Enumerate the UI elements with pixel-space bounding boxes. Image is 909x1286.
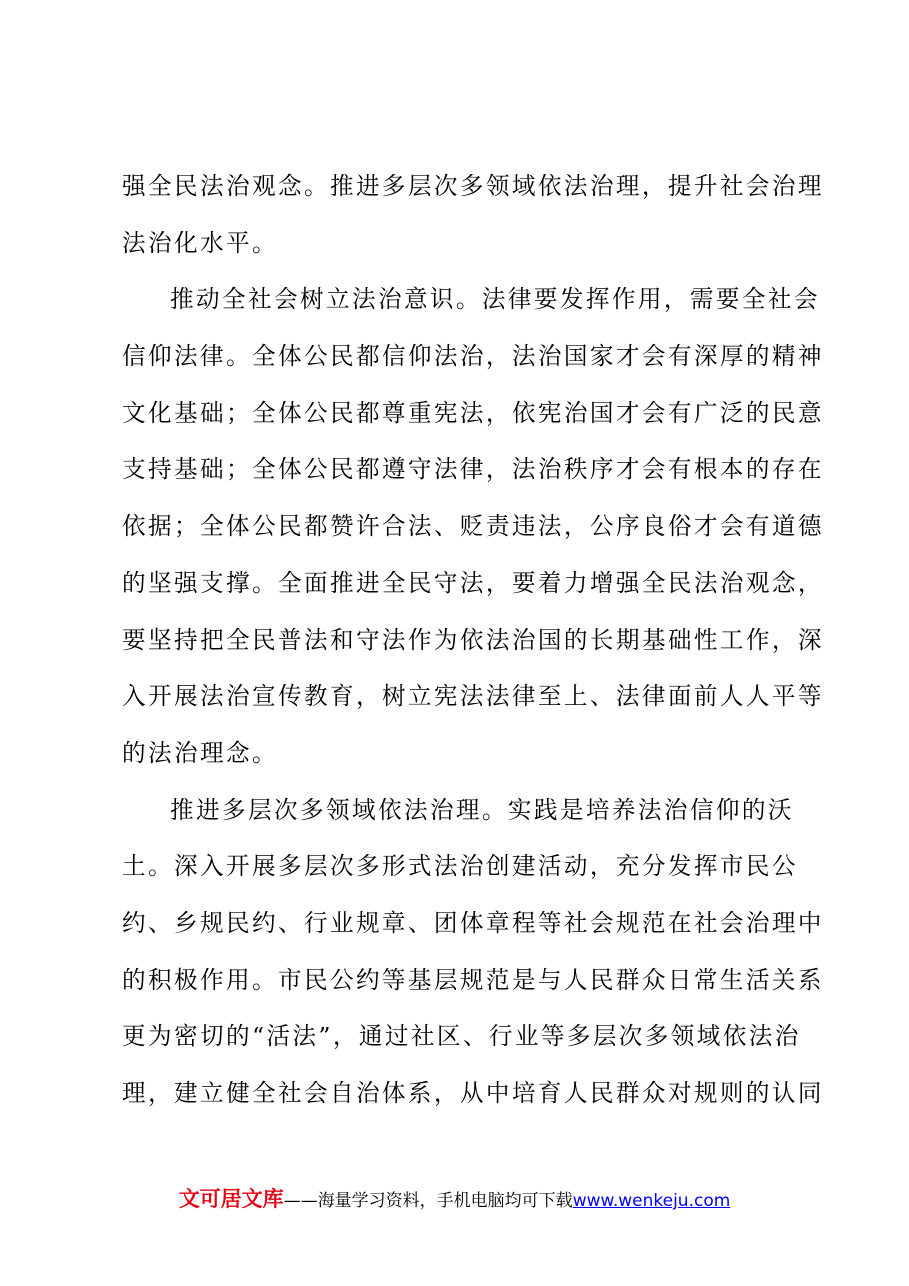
footer-tagline: ——海量学习资料，手机电脑均可下载 [283,1191,573,1211]
text-line: 法治化水平。 [122,228,278,257]
text-line: 信仰法律。全体公民都信仰法治，法治国家才会有深厚的精神 [122,342,824,371]
text-line: 文化基础；全体公民都尊重宪法，依宪治国才会有广泛的民意 [122,398,824,427]
text-line: 的法治理念。 [122,738,278,767]
text-line: 的积极作用。市民公约等基层规范是与人民群众日常生活关系 [122,965,824,994]
document-body [122,163,824,1127]
text-line: 推动全社会树立法治意识。法律要发挥作用，需要全社会 [170,285,820,314]
text-line: 更为密切的“活法”，通过社区、行业等多层次多领域依法治 [122,1022,801,1051]
page-footer [0,1183,909,1213]
text-line: 约、乡规民约、行业规章、团体章程等社会规范在社会治理中 [122,908,824,937]
text-line: 支持基础；全体公民都遵守法律，法治秩序才会有根本的存在 [122,455,824,484]
text-line: 推进多层次多领域依法治理。实践是培养法治信仰的沃 [170,795,794,824]
text-line: 土。深入开展多层次多形式法治创建活动，充分发挥市民公 [122,852,798,881]
text-line: 入开展法治宣传教育，树立宪法法律至上、法律面前人人平等 [122,682,824,711]
text-line: 的坚强支撑。全面推进全民守法，要着力增强全民法治观念， [122,568,824,597]
footer-site-link[interactable]: www.wenkeju.com [572,1191,731,1211]
text-line: 要坚持把全民普法和守法作为依法治国的长期基础性工作，深 [122,625,824,654]
footer-brand: 文可居文库 [178,1187,284,1211]
text-line: 理，建立健全社会自治体系，从中培育人民群众对规则的认同 [122,1079,824,1107]
text-line: 强全民法治观念。推进多层次多领域依法治理，提升社会治理 [122,172,824,200]
text-line: 依据；全体公民都赞许合法、贬责违法，公序良俗才会有道德 [122,512,824,541]
